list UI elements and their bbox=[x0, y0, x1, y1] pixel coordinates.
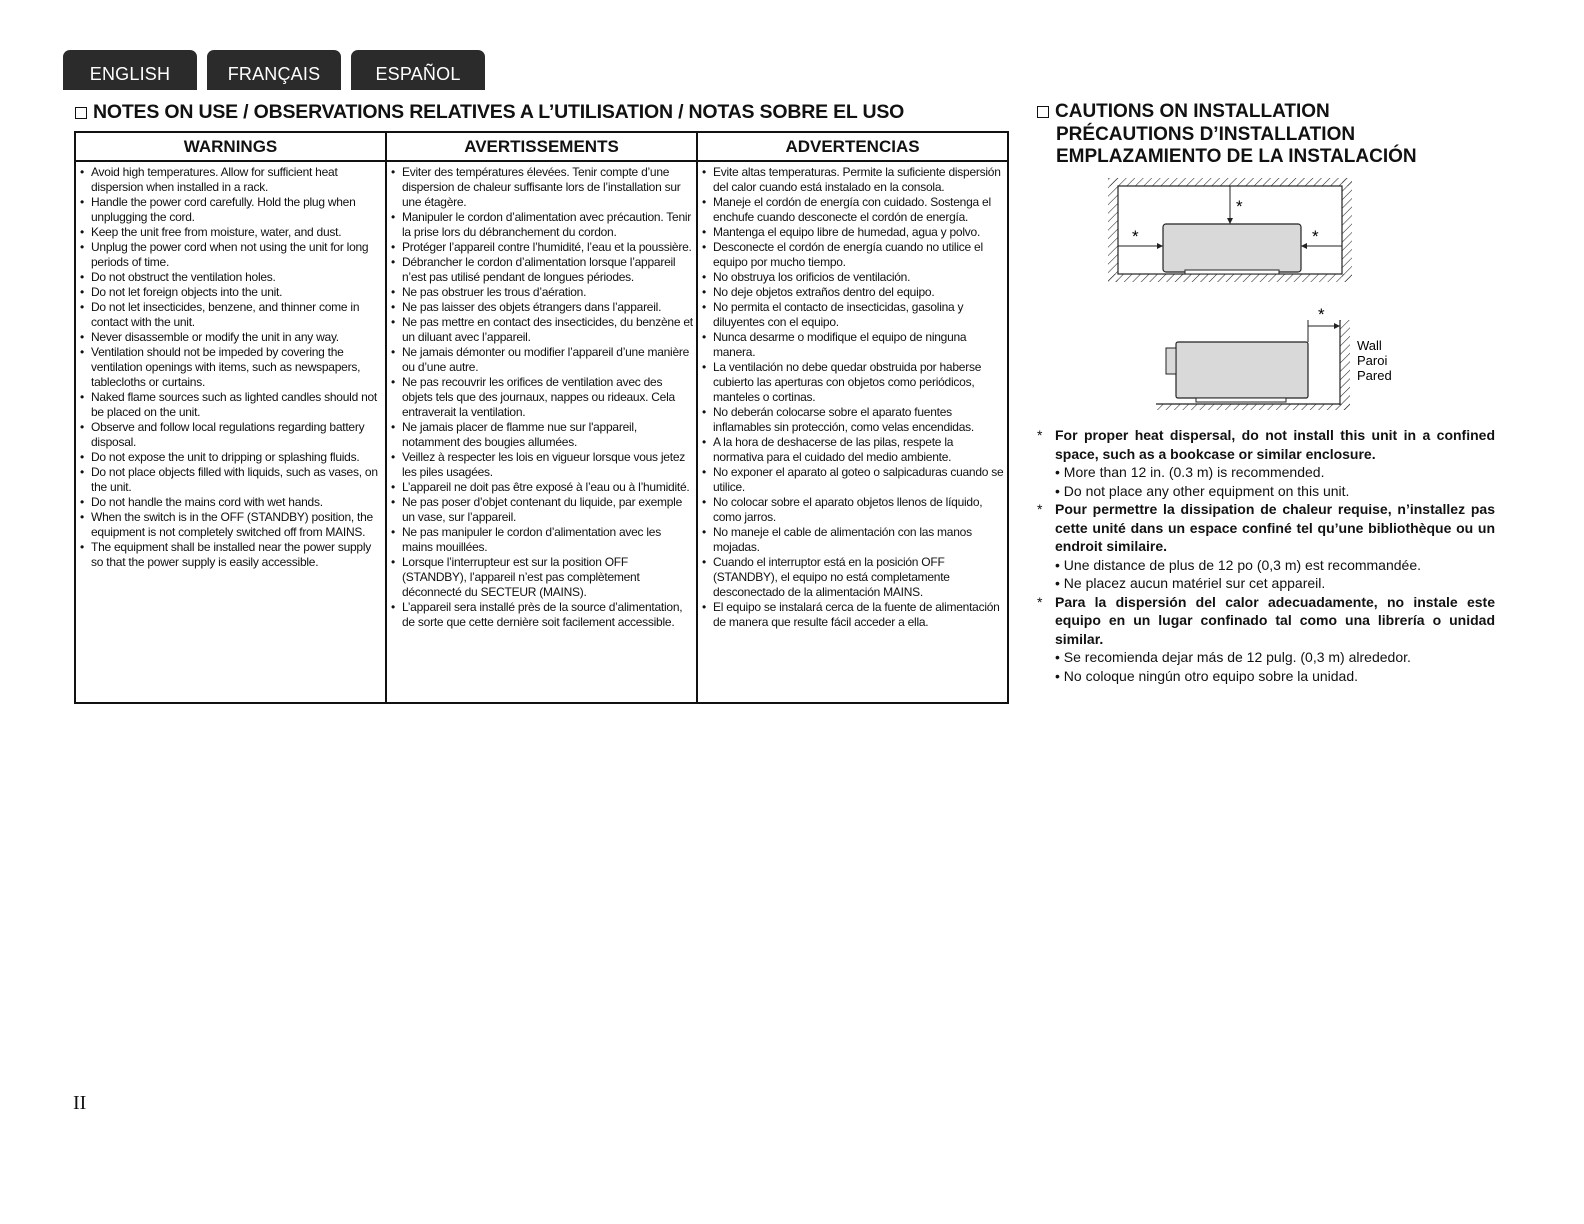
warning-item: • Protéger l’appareil contre l’humidité, l’eau et la poussière. bbox=[391, 240, 693, 255]
wall-label-en: Wall bbox=[1357, 338, 1382, 353]
language-tabs bbox=[63, 50, 485, 90]
asterisk-left: * bbox=[1132, 227, 1139, 246]
notes-section-title bbox=[75, 101, 904, 124]
warning-item: • Avoid high temperatures. Allow for sufficient heat dispersion when installed in a rack. bbox=[80, 165, 382, 195]
header-advertencias: ADVERTENCIAS bbox=[696, 133, 1007, 160]
note-item: • More than 12 in. (0.3 m) is recommended. bbox=[1037, 463, 1495, 482]
cautions-title-es: EMPLAZAMIENTO DE LA INSTALACIÓN bbox=[1056, 146, 1417, 167]
installation-notes bbox=[1037, 426, 1495, 685]
note-item: • Do not place any other equipment on this unit. bbox=[1037, 482, 1495, 501]
warning-item: • A la hora de deshacerse de las pilas, respete la normativa para el cuidado del medio ambiente. bbox=[702, 435, 1004, 465]
note-item: • Se recomienda dejar más de 12 pulg. (0,3 m) alrededor. bbox=[1037, 648, 1495, 667]
warning-item: • Do not let foreign objects into the unit. bbox=[80, 285, 382, 300]
warning-item: • Maneje el cordón de energía con cuidado. Sostenga el enchufe cuando desconecte el cordón de energía. bbox=[702, 195, 1004, 225]
warning-item: • No obstruya los orificios de ventilación. bbox=[702, 270, 1004, 285]
warning-item: • La ventilación no debe quedar obstruida por haberse cubierto las aperturas con objetos como periódicos, manteles o cortinas. bbox=[702, 360, 1004, 405]
notes-title-text: NOTES ON USE / OBSERVATIONS RELATIVES A L’UTILISATION / NOTAS SOBRE EL USO bbox=[93, 101, 905, 123]
column-french bbox=[385, 162, 696, 702]
warning-item: • Keep the unit free from moisture, water, and dust. bbox=[80, 225, 382, 240]
warning-item: • Ne pas poser d’objet contenant du liquide, par exemple un vase, sur l’appareil. bbox=[391, 495, 693, 525]
cautions-title-fr: PRÉCAUTIONS D’INSTALLATION bbox=[1056, 123, 1356, 145]
warning-item: • L’appareil sera installé près de la source d’alimentation, de sorte que cette dernière soit facilement accessible. bbox=[391, 600, 693, 630]
warning-item: • No deberán colocarse sobre el aparato fuentes inflamables sin protección, como velas encendidas. bbox=[702, 405, 1004, 435]
column-spanish bbox=[696, 162, 1007, 702]
warning-item: • Débrancher le cordon d’alimentation lorsque l’appareil n’est pas utilisé pendant de longues périodes. bbox=[391, 255, 693, 285]
checkbox-square-icon bbox=[1037, 106, 1049, 118]
warning-item: • El equipo se instalará cerca de la fuente de alimentación de manera que resulte fácil acceder a ella. bbox=[702, 600, 1004, 630]
tab-english[interactable]: ENGLISH bbox=[63, 50, 197, 90]
warning-item: • Unplug the power cord when not using the unit for long periods of time. bbox=[80, 240, 382, 270]
warning-item: • Do not handle the mains cord with wet hands. bbox=[80, 495, 382, 510]
wall-drawing bbox=[1156, 320, 1350, 410]
warning-item: • Naked flame sources such as lighted candles should not be placed on the unit. bbox=[80, 390, 382, 420]
warning-item: • Veillez à respecter les lois en vigueur lorsque vous jetez les piles usagées. bbox=[391, 450, 693, 480]
asterisk-top: * bbox=[1236, 197, 1243, 216]
note-english bbox=[1037, 426, 1495, 500]
warning-item: • Mantenga el equipo libre de humedad, agua y polvo. bbox=[702, 225, 1004, 240]
warning-item: • No permita el contacto de insecticidas, gasolina y diluyentes con el equipo. bbox=[702, 300, 1004, 330]
warning-item: • Never disassemble or modify the unit in any way. bbox=[80, 330, 382, 345]
checkbox-square-icon bbox=[75, 107, 87, 119]
warning-item: • Ne pas recouvrir les orifices de ventilation avec des objets tels que des journaux, nappes ou rideaux. Cela entraverait la ventilation. bbox=[391, 375, 693, 420]
warning-item: • Eviter des températures élevées. Tenir compte d’une dispersion de chaleur suffisante lors de l’installation sur une étagère. bbox=[391, 165, 693, 210]
warning-item: • Ne pas mettre en contact des insecticides, du benzène et un diluant avec l’appareil. bbox=[391, 315, 693, 345]
warning-item: • Lorsque l’interrupteur est sur la position OFF (STANDBY), l’appareil n’est pas complètement déconnecté du SECTEUR (MAINS). bbox=[391, 555, 693, 600]
header-avertissements: AVERTISSEMENTS bbox=[385, 133, 696, 160]
warning-item: • Evite altas temperaturas. Permite la suficiente dispersión del calor cuando está instalado en la consola. bbox=[702, 165, 1004, 195]
header-warnings: WARNINGS bbox=[183, 137, 278, 156]
warning-item: • Ne jamais placer de flamme nue sur l'appareil, notamment des bougies allumées. bbox=[391, 420, 693, 450]
warning-item: • When the switch is in the OFF (STANDBY) position, the equipment is not completely switched off from MAINS. bbox=[80, 510, 382, 540]
warning-item: • Observe and follow local regulations regarding battery disposal. bbox=[80, 420, 382, 450]
note-item: • No coloque ningún otro equipo sobre la unidad. bbox=[1037, 667, 1495, 686]
warnings-table bbox=[74, 131, 1009, 704]
column-english bbox=[76, 162, 385, 702]
warning-item: • Nunca desarme o modifique el equipo de ninguna manera. bbox=[702, 330, 1004, 360]
warning-item: • Do not obstruct the ventilation holes. bbox=[80, 270, 382, 285]
warning-item: • Cuando el interruptor está en la posición OFF (STANDBY), el equipo no está completamente desconectado de la alimentación MAINS. bbox=[702, 555, 1004, 600]
warning-item: • L’appareil ne doit pas être exposé à l’eau ou à l’humidité. bbox=[391, 480, 693, 495]
tab-espanol[interactable]: ESPAÑOL bbox=[351, 50, 485, 90]
warning-item: • No deje objetos extraños dentro del equipo. bbox=[702, 285, 1004, 300]
asterisk-marker: * bbox=[1037, 593, 1043, 610]
tab-francais[interactable]: FRANÇAIS bbox=[207, 50, 341, 90]
warning-item: • The equipment shall be installed near the power supply so that the power supply is easily accessible. bbox=[80, 540, 382, 570]
note-item: • Ne placez aucun matériel sur cet appareil. bbox=[1037, 574, 1495, 593]
note-heading: For proper heat dispersal, do not install this unit in a confined space, such as a bookcase or similar enclosure. bbox=[1055, 427, 1495, 462]
note-item: • Une distance de plus de 12 po (0,3 m) est recommandée. bbox=[1037, 556, 1495, 575]
warning-item: • Do not let insecticides, benzene, and thinner come in contact with the unit. bbox=[80, 300, 382, 330]
warning-item: • Ne jamais démonter ou modifier l’appareil d’une manière ou d’une autre. bbox=[391, 345, 693, 375]
note-french bbox=[1037, 500, 1495, 593]
page-number: II bbox=[73, 1092, 87, 1114]
asterisk-wall: * bbox=[1318, 305, 1325, 324]
asterisk-marker: * bbox=[1037, 501, 1043, 517]
note-spanish bbox=[1037, 593, 1495, 686]
warning-item: • Do not expose the unit to dripping or splashing fluids. bbox=[80, 450, 382, 465]
warning-item: • Manipuler le cordon d’alimentation avec précaution. Tenir la prise lors du débranchement du cordon. bbox=[391, 210, 693, 240]
warning-item: • Ne pas manipuler le cordon d’alimentation avec les mains mouillées. bbox=[391, 525, 693, 555]
asterisk-right: * bbox=[1312, 227, 1319, 246]
note-heading: Para la dispersión del calor adecuadamente, no instale este equipo en un lugar confinado tal como una librería o unidad similar. bbox=[1055, 593, 1495, 647]
cautions-section-title bbox=[1037, 101, 1417, 169]
warning-item: • Desconecte el cordón de energía cuando no utilice el equipo por mucho tiempo. bbox=[702, 240, 1004, 270]
warning-item: • Do not place objects filled with liquids, such as vases, on the unit. bbox=[80, 465, 382, 495]
table-header bbox=[76, 133, 1007, 162]
warning-item: • Ne pas obstruer les trous d’aération. bbox=[391, 285, 693, 300]
warning-item: • No exponer el aparato al goteo o salpicaduras cuando se utilice. bbox=[702, 465, 1004, 495]
warning-item: • No colocar sobre el aparato objetos llenos de líquido, como jarros. bbox=[702, 495, 1004, 525]
warning-item: • No maneje el cable de alimentación con las manos mojadas. bbox=[702, 525, 1004, 555]
note-heading: Pour permettre la dissipation de chaleur requise, n’installez pas cette unité dans un espace confiné tel qu’une bibliothèque ou un endroit similaire. bbox=[1055, 501, 1495, 554]
table-body bbox=[76, 162, 1007, 702]
warning-item: • Handle the power cord carefully. Hold the plug when unplugging the cord. bbox=[80, 195, 382, 225]
wall-label-es: Pared bbox=[1357, 368, 1392, 383]
warning-item: • Ventilation should not be impeded by covering the ventilation openings with items, such as newspapers, tablecloths or curtains. bbox=[80, 345, 382, 390]
wall-label-fr: Paroi bbox=[1357, 353, 1388, 368]
cautions-title-en: CAUTIONS ON INSTALLATION bbox=[1055, 101, 1330, 122]
installation-diagram bbox=[1100, 170, 1400, 420]
warning-item: • Ne pas laisser des objets étrangers dans l’appareil. bbox=[391, 300, 693, 315]
asterisk-marker: * bbox=[1037, 427, 1043, 443]
